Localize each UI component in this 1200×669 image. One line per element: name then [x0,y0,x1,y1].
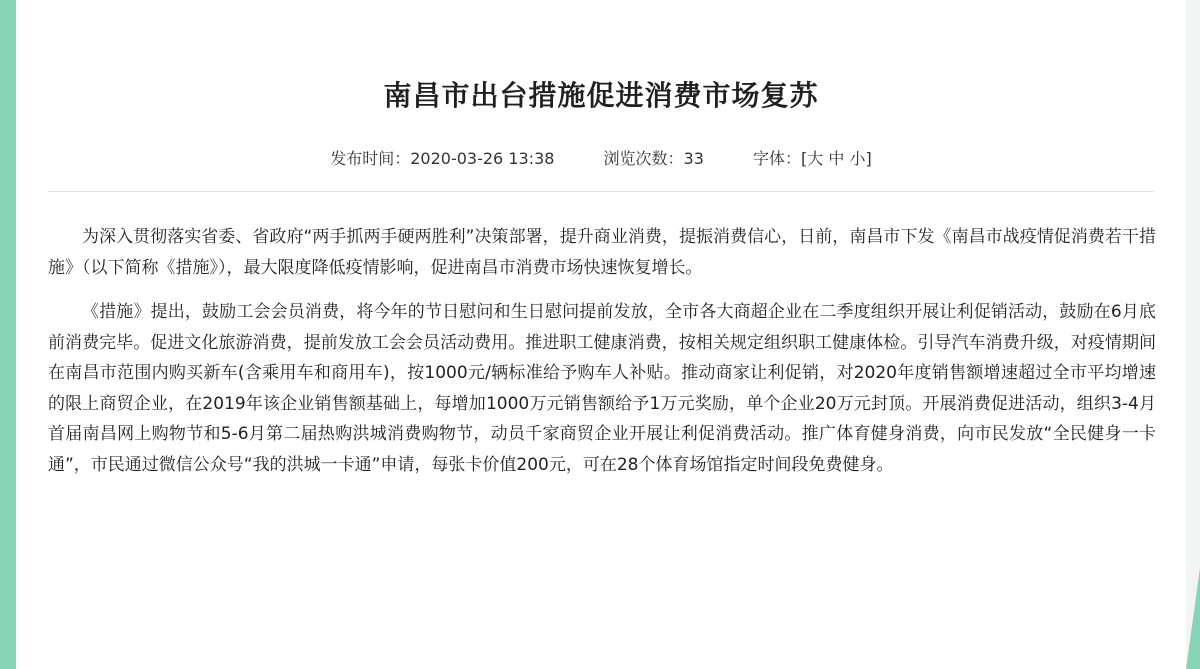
publish-time-label: 发布时间： [330,149,411,168]
font-size-close-bracket: ] [865,149,872,168]
font-size-selector [753,146,872,169]
font-size-open-bracket: [ [801,149,808,168]
font-size-medium-link[interactable]: 中 [828,149,845,168]
publish-time-value: 2020-03-26 13:38 [410,149,555,168]
font-size-label: 字体： [753,149,802,168]
font-size-large-link[interactable]: 大 [807,149,824,168]
view-count-label: 浏览次数： [603,149,684,168]
right-corner-decoration [1186,568,1200,669]
left-background-strip [0,0,16,669]
article-paragraph-1: 为深入贯彻落实省委、省政府“两手抓两手硬两胜利”决策部署，提升商业消费，提振消费信心，日前，南昌市下发《南昌市战疫情促消费若干措施》（以下简称《措施》），最大限度降低疫情影响，促进南昌市消费市场快速恢复增长。 [48,227,1156,278]
article-page [16,0,1186,669]
view-count-value: 33 [683,149,704,168]
publish-time-info [330,146,554,169]
article-meta [16,146,1186,169]
header-divider [48,191,1154,192]
font-size-small-link[interactable]: 小 [849,149,866,168]
view-count-info [604,146,704,169]
article-body [48,222,1156,494]
article-paragraph-2: 《措施》提出，鼓励工会会员消费，将今年的节日慰问和生日慰问提前发放，全市各大商超企业在二季度组织开展让利促销活动，鼓励在6月底前消费完毕。促进文化旅游消费，提前发放工会会员活动费用。推进职工健康消费，按相关规定组织职工健康体检。引导汽车消费升级，对疫情期间在南昌市范围内购买新车(含乘用车和商用车)，按1000元/辆标准给予购车人补贴。推动商家让利促销，对2020年度销售额增速超过全市平均增速的限上商贸企业，在2019年该企业销售额基础上，每增加1000万元销售额给予1万元奖励，单个企业20万元封顶。开展消费促进活动，组织3-4月首届南昌网上购物节和5-6月第二届热购洪城消费购物节，动员千家商贸企业开展让利促消费活动。推广体育健身消费，向市民发放“全民健身一卡通”，市民通过微信公众号“我的洪城一卡通”申请，每张卡价值200元，可在28个体育场馆指定时间段免费健身。 [48,302,1156,475]
article-title: 南昌市出台措施促进消费市场复苏 [383,79,819,112]
